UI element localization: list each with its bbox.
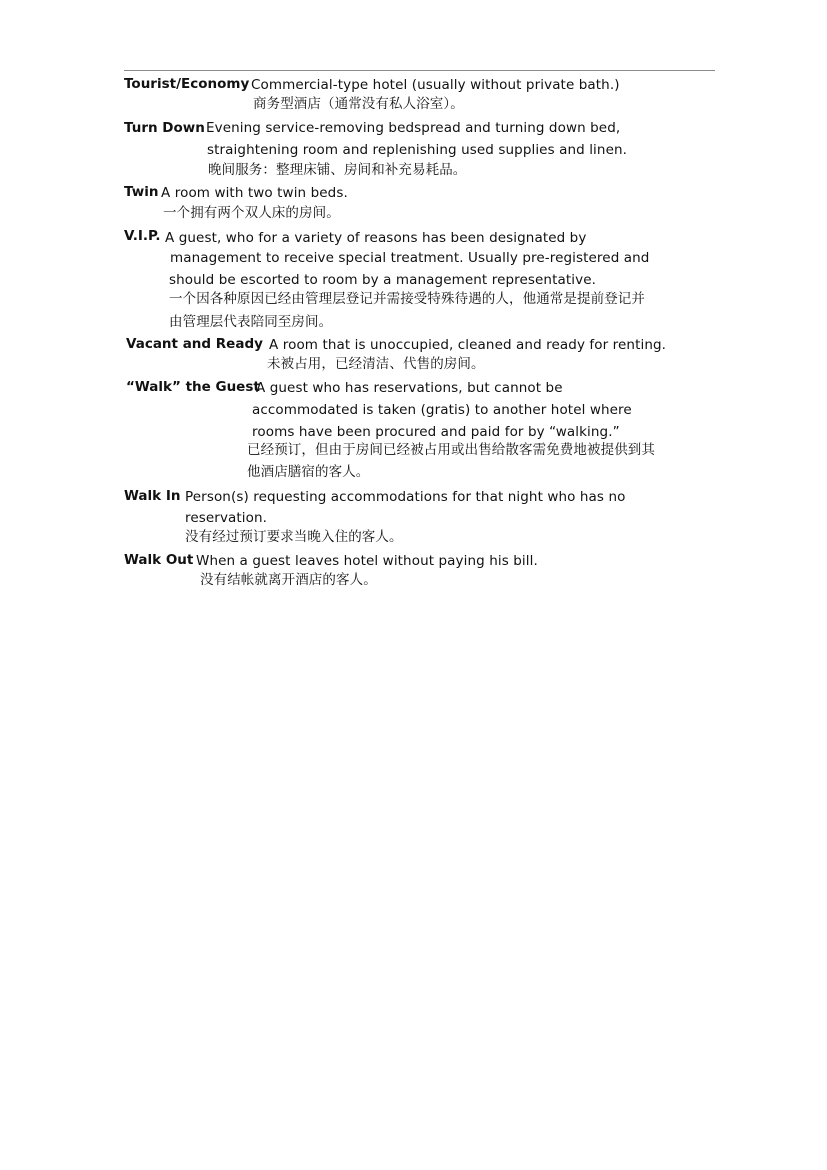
glossary-term: Twin	[124, 184, 159, 200]
definition-zh: 他酒店膳宿的客人。	[247, 464, 370, 480]
glossary-term: Walk Out	[124, 552, 194, 568]
definition-zh: 一个拥有两个双人床的房间。	[163, 205, 340, 221]
definition-zh: 没有经过预订要求当晚入住的客人。	[185, 529, 403, 545]
definition-en: A room that is unoccupied, cleaned and ready for renting.	[269, 337, 667, 353]
definition-en: Evening service-removing bedspread and turning down bed,	[206, 120, 621, 136]
definition-en: When a guest leaves hotel without paying his bill.	[196, 553, 538, 569]
glossary-term: Turn Down	[124, 120, 205, 136]
glossary-term: Walk In	[124, 488, 181, 504]
definition-en: Commercial-type hotel (usually without private bath.)	[251, 77, 620, 93]
glossary-term: Tourist/Economy	[124, 76, 250, 92]
definition-en: accommodated is taken (gratis) to another hotel where	[252, 402, 632, 418]
glossary-term: “Walk” the Guest	[126, 379, 260, 395]
definition-en: Person(s) requesting accommodations for that night who has no	[185, 489, 626, 505]
definition-en: A room with two twin beds.	[161, 185, 348, 201]
definition-en: A guest who has reservations, but cannot be	[256, 380, 563, 396]
definition-en: management to receive special treatment. Usually pre-registered and	[170, 250, 650, 266]
definition-en: A guest, who for a variety of reasons has been designated by	[165, 230, 587, 246]
definition-en: should be escorted to room by a management representative.	[169, 272, 596, 288]
glossary-term: Vacant and Ready	[126, 336, 263, 352]
glossary-term: V.I.P.	[124, 228, 161, 244]
definition-zh: 没有结帐就离开酒店的客人。	[200, 572, 377, 588]
definition-zh: 一个因各种原因已经由管理层登记并需接受特殊待遇的人，他通常是提前登记并	[169, 291, 645, 307]
definition-zh: 晚间服务：整理床铺、房间和补充易耗品。	[208, 162, 467, 178]
definition-zh: 商务型酒店（通常没有私人浴室）。	[253, 96, 464, 112]
definition-zh: 未被占用，已经清洁、代售的房间。	[267, 356, 485, 372]
definition-en: reservation.	[185, 510, 268, 526]
definition-en: rooms have been procured and paid for by “walking.”	[252, 424, 620, 440]
header-rule	[124, 70, 715, 71]
definition-zh: 已经预订，但由于房间已经被占用或出售给散客需免费地被提供到其	[247, 442, 655, 458]
definition-zh: 由管理层代表陪同至房间。	[169, 314, 333, 330]
definition-en: straightening room and replenishing used supplies and linen.	[207, 142, 628, 158]
